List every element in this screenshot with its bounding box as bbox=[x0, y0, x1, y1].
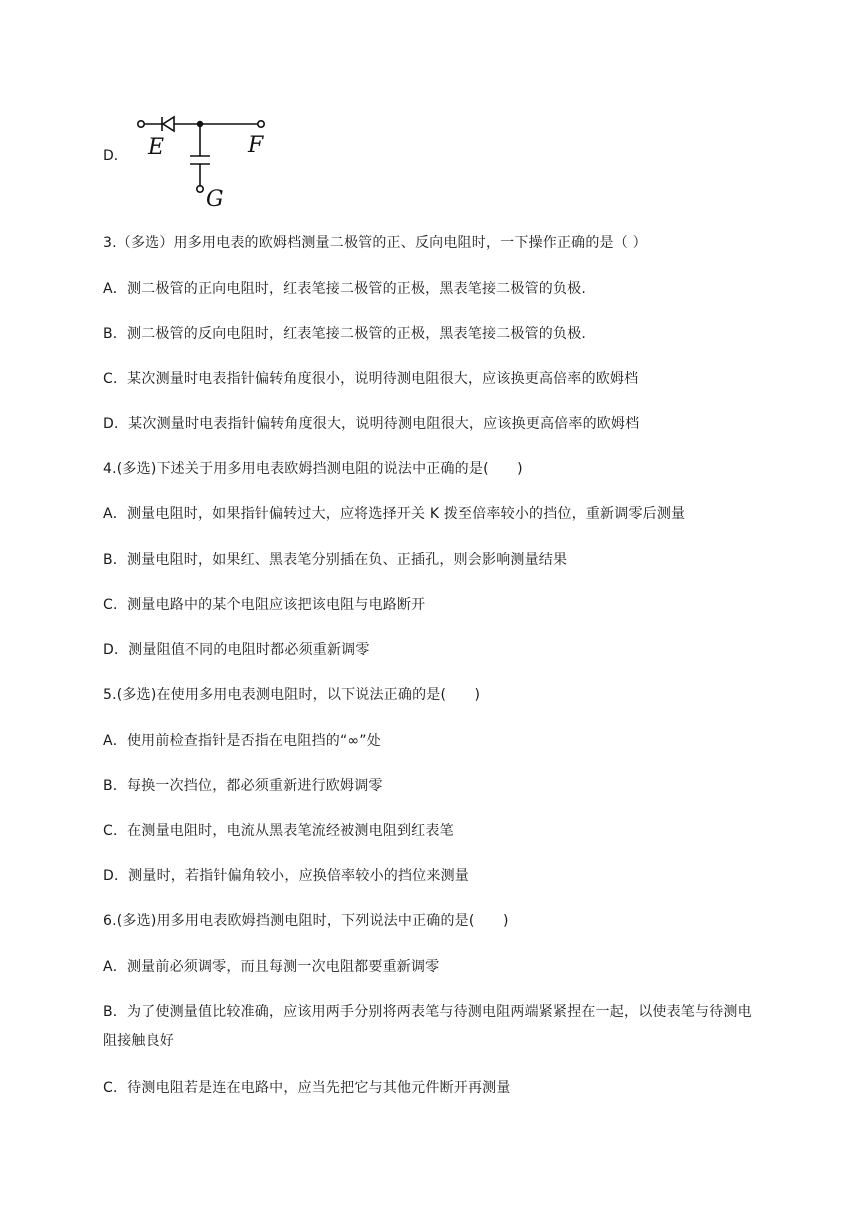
question-4-option-b: B．测量电阻时，如果红、黑表笔分别插在负、正插孔，则会影响测量结果 bbox=[103, 552, 568, 568]
question-5-option-a: A．使用前检查指针是否指在电阻挡的“∞”处 bbox=[103, 733, 381, 749]
question-5-stem: 5.(多选)在使用多用电表测电阻时，以下说法正确的是( ) bbox=[103, 687, 481, 703]
question-4-stem: 4.(多选)下述关于用多用电表欧姆挡测电阻的说法中正确的是( ) bbox=[103, 461, 523, 477]
figure-option-label: D． bbox=[103, 148, 128, 164]
question-6-option-b: B．为了使测量值比较准确，应该用两手分别将两表笔与待测电阻两端紧紧捏在一起，以使表笔与待测电阻接触良好 bbox=[103, 1004, 752, 1049]
question-3-option-a: A．测二极管的正向电阻时，红表笔接二极管的正极，黑表笔接二极管的负极. bbox=[103, 281, 587, 297]
diode-symbol bbox=[163, 117, 174, 131]
terminal-g-label: G bbox=[206, 187, 224, 212]
question-4-option-c: C．测量电路中的某个电阻应该把该电阻与电路断开 bbox=[103, 597, 426, 613]
terminal-f-label: F bbox=[248, 133, 264, 158]
terminal-g-node bbox=[197, 186, 203, 192]
terminal-e-label: E bbox=[148, 135, 165, 160]
question-3-option-c: C．某次测量时电表指针偏转角度很小，说明待测电阻很大，应该换更高倍率的欧姆档 bbox=[103, 371, 639, 387]
question-3-stem: 3.（多选）用多用电表的欧姆档测量二极管的正、反向电阻时，一下操作正确的是（ ） bbox=[103, 235, 647, 251]
question-5-option-b: B．每换一次挡位，都必须重新进行欧姆调零 bbox=[103, 778, 383, 794]
question-3-option-b: B．测二极管的反向电阻时，红表笔接二极管的正极，黑表笔接二极管的负极. bbox=[103, 326, 587, 342]
question-5-option-d: D．测量时，若指针偏角较小，应换倍率较小的挡位来测量 bbox=[103, 868, 469, 884]
question-4-option-a: A．测量电阻时，如果指针偏转过大，应将选择开关 K 拨至倍率较小的挡位，重新调零后测量 bbox=[103, 506, 686, 522]
question-6-option-a: A．测量前必须调零，而且每测一次电阻都要重新调零 bbox=[103, 959, 440, 975]
question-4-option-d: D．测量阻值不同的电阻时都必须重新调零 bbox=[103, 642, 370, 658]
question-6-option-c: C．待测电阻若是连在电路中，应当先把它与其他元件断开再测量 bbox=[103, 1080, 511, 1096]
question-3-option-d: D．某次测量时电表指针偏转角度很大，说明待测电阻很大，应该换更高倍率的欧姆档 bbox=[103, 416, 640, 432]
question-5-option-c: C．在测量电阻时，电流从黑表笔流经被测电阻到红表笔 bbox=[103, 823, 454, 839]
diode-circuit-diagram bbox=[130, 108, 275, 213]
junction-dot bbox=[197, 121, 203, 127]
question-6-stem: 6.(多选)用多用电表欧姆挡测电阻时，下列说法中正确的是( ) bbox=[103, 913, 509, 929]
terminal-f-node bbox=[258, 121, 264, 127]
terminal-e-node bbox=[138, 121, 144, 127]
